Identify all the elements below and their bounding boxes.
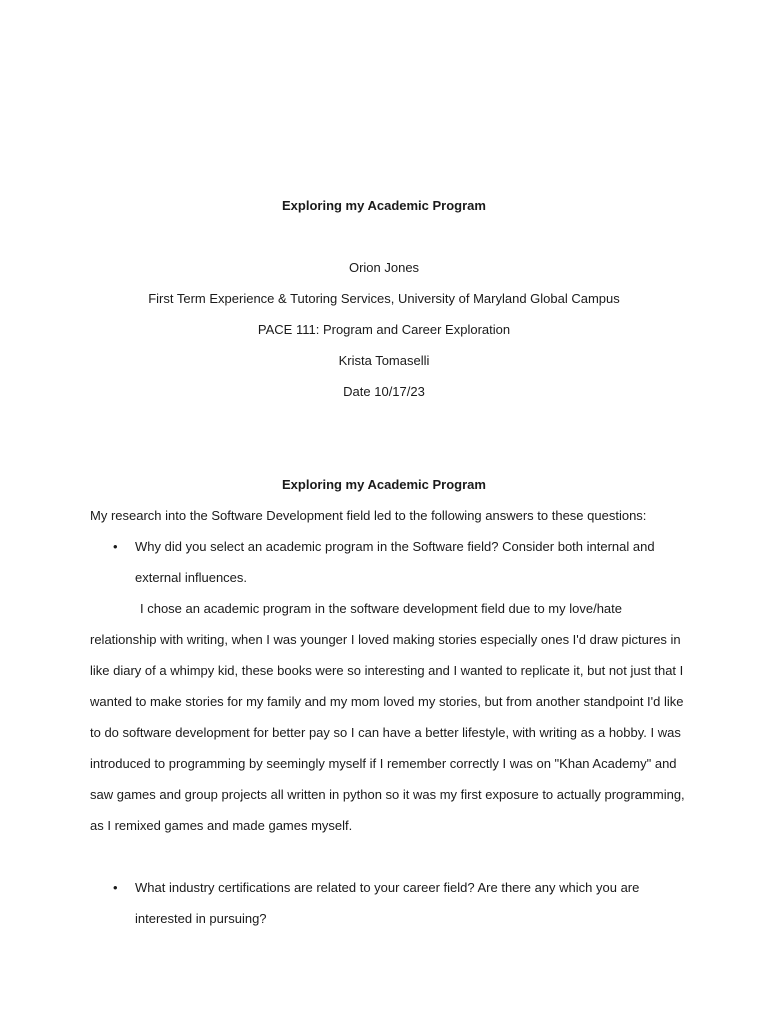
answer-1-line-6: introduced to programming by seemingly myself if I remember correctly I was on "Khan Academy" and	[90, 756, 677, 771]
answer-1-line-3: like diary of a whimpy kid, these books were so interesting and I wanted to replicate it, but not just that I	[90, 663, 684, 678]
answer-1-line-7: saw games and group projects all written in python so it was my first exposure to actually programming,	[90, 787, 685, 802]
answer-1-line-1: I chose an academic program in the software development field due to my love/hate	[140, 601, 622, 616]
section-heading: Exploring my Academic Program	[282, 477, 486, 492]
question-2-line-2: interested in pursuing?	[135, 911, 267, 926]
question-2-line-1: What industry certifications are related to your career field? Are there any which you are	[135, 880, 640, 895]
answer-1-line-2: relationship with writing, when I was younger I loved making stories especially ones I'd draw pictures in	[90, 632, 681, 647]
course-name: PACE 111: Program and Career Exploration	[257, 322, 511, 337]
document-title: Exploring my Academic Program	[282, 198, 486, 213]
answer-1-line-4: wanted to make stories for my family and my mom loved my stories, but from another standpoint I'd like	[90, 694, 684, 709]
question-1-line-1: Why did you select an academic program in the Software field? Consider both internal and	[135, 539, 655, 554]
intro-paragraph: My research into the Software Development field led to the following answers to these questions:	[90, 508, 647, 523]
document-date: Date 10/17/23	[343, 384, 425, 399]
answer-1-line-8: as I remixed games and made games myself.	[90, 818, 353, 833]
instructor-name: Krista Tomaselli	[338, 353, 430, 368]
institution-name: First Term Experience & Tutoring Services, University of Maryland Global Campus	[148, 291, 620, 306]
question-1-line-2: external influences.	[135, 570, 248, 585]
bullet-point: •	[113, 880, 118, 895]
answer-1-line-5: to do software development for better pay so I can have a better lifestyle, with writing as a hobby. I was	[90, 725, 681, 740]
author-name: Orion Jones	[348, 260, 420, 275]
bullet-point: •	[113, 539, 118, 554]
